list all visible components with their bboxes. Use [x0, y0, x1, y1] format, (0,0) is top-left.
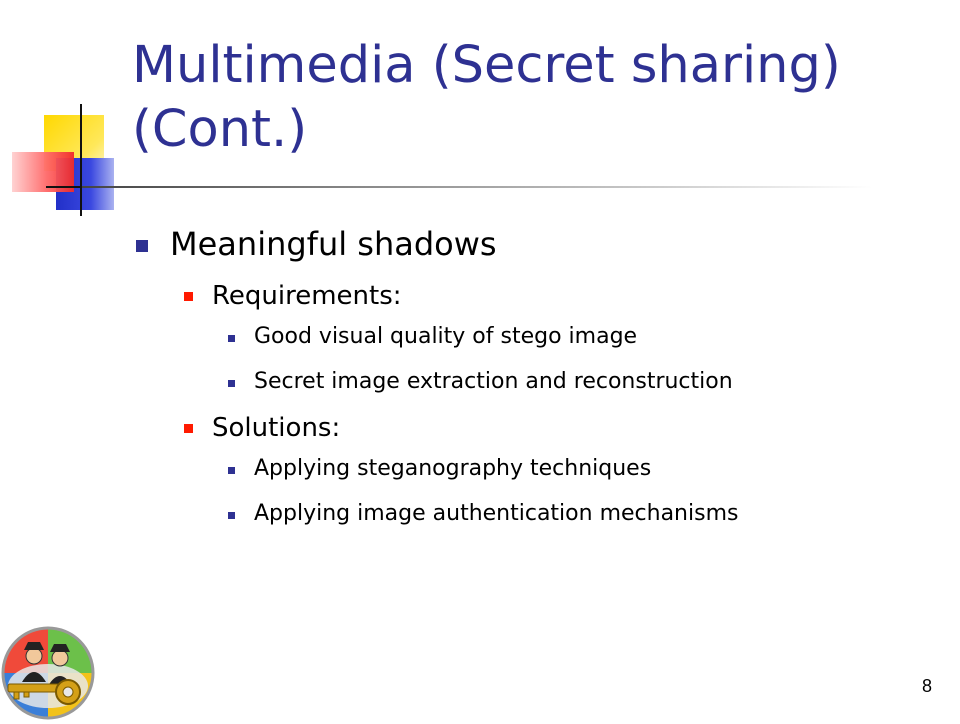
sub-sub-bullet-text: Good visual quality of stego image [254, 324, 638, 349]
logo-graphic [0, 626, 96, 720]
sub-sub-bullet-item [226, 497, 738, 531]
page-number: 8 [921, 676, 932, 696]
sub-sub-bullet-list [226, 452, 738, 531]
sub-bullet-text: Solutions: [212, 413, 341, 443]
sub-sub-bullet-item [226, 452, 738, 486]
title-line-1: Multimedia (Secret sharing) [132, 36, 841, 95]
title-line-2: (Cont.) [132, 100, 308, 159]
bullet-list [136, 224, 738, 542]
sub-sub-bullet-list [226, 320, 738, 399]
bullet-text: Meaningful shadows [170, 225, 497, 263]
sub-sub-bullet-text: Applying image authentication mechanisms [254, 501, 739, 526]
sub-bullet-list [184, 278, 738, 531]
sub-bullet-item [184, 410, 738, 531]
vertical-line [80, 104, 82, 216]
sub-sub-bullet-text: Secret image extraction and reconstruction [254, 369, 733, 394]
sub-sub-bullet-item [226, 365, 738, 399]
bullet-item [136, 224, 738, 531]
people-with-key-logo [0, 626, 96, 720]
sub-bullet-text: Requirements: [212, 281, 402, 311]
title-divider [82, 186, 872, 188]
sub-sub-bullet-text: Applying steganography techniques [254, 456, 652, 481]
sub-bullet-item [184, 278, 738, 399]
sub-sub-bullet-item [226, 320, 738, 354]
slide-title [132, 34, 912, 162]
